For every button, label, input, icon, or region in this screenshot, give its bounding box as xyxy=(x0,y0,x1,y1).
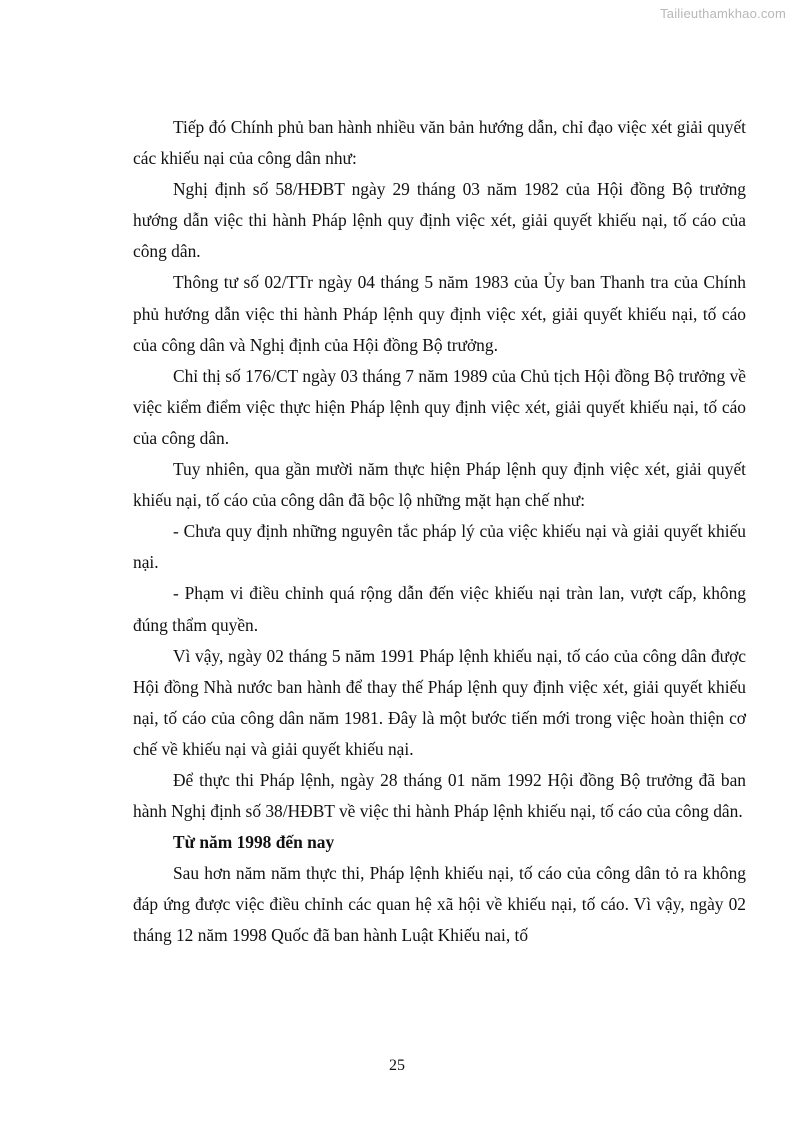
section-heading: Từ năm 1998 đến nay xyxy=(173,832,335,853)
paragraph: Vì vậy, ngày 02 tháng 5 năm 1991 Pháp lệnh khiếu nại, tố cáo của công dân được Hội đồng Nhà nước ban hành để thay thế Pháp lệnh quy định việc xét, giải quyết khiếu nại, tố cáo của công dân năm 1981. Đây là một bước tiến mới trong việc hoàn thiện cơ chế về khiếu nại và giải quyết khiếu nại. xyxy=(133,645,746,759)
paragraph: Tuy nhiên, qua gần mười năm thực hiện Pháp lệnh quy định việc xét, giải quyết khiếu nại, tố cáo của công dân đã bộc lộ những mặt hạn chế như: xyxy=(133,459,746,511)
paragraph: Thông tư số 02/TTr ngày 04 tháng 5 năm 1983 của Ủy ban Thanh tra của Chính phủ hướng dẫn việc thi hành Pháp lệnh quy định việc xét, giải quyết khiếu nại, tố cáo của công dân và Nghị định của Hội đồng Bộ trưởng. xyxy=(133,272,746,355)
paragraph: Chỉ thị số 176/CT ngày 03 tháng 7 năm 1989 của Chủ tịch Hội đồng Bộ trưởng về việc kiểm điểm việc thực hiện Pháp lệnh quy định việc xét, giải quyết khiếu nại, tố cáo của công dân. xyxy=(133,365,746,448)
list-item: - Chưa quy định những nguyên tắc pháp lý của việc khiếu nại và giải quyết khiếu nại. xyxy=(133,521,746,573)
paragraph: Nghị định số 58/HĐBT ngày 29 tháng 03 năm 1982 của Hội đồng Bộ trưởng hướng dẫn việc thi hành Pháp lệnh quy định việc xét, giải quyết khiếu nại, tố cáo của công dân. xyxy=(133,179,746,262)
document-body xyxy=(133,112,746,952)
paragraph: Sau hơn năm năm thực thi, Pháp lệnh khiếu nại, tố cáo của công dân tỏ ra không đáp ứng được việc điều chỉnh các quan hệ xã hội về khiếu nại, tố cáo. Vì vậy, ngày 02 tháng 12 năm 1998 Quốc đã ban hành Luật Khiếu nai, tố xyxy=(133,863,746,946)
list-item: - Phạm vi điều chỉnh quá rộng dẫn đến việc khiếu nại tràn lan, vượt cấp, không đúng thẩm quyền. xyxy=(133,583,746,635)
page-number: 25 xyxy=(389,1057,405,1074)
paragraph: Tiếp đó Chính phủ ban hành nhiều văn bản hướng dẫn, chỉ đạo việc xét giải quyết các khiếu nại của công dân như: xyxy=(133,117,746,169)
watermark: Tailieuthamkhao.com xyxy=(660,6,786,21)
paragraph: Để thực thi Pháp lệnh, ngày 28 tháng 01 năm 1992 Hội đồng Bộ trưởng đã ban hành Nghị định số 38/HĐBT về việc thi hành Pháp lệnh khiếu nại, tố cáo của công dân. xyxy=(133,769,746,822)
